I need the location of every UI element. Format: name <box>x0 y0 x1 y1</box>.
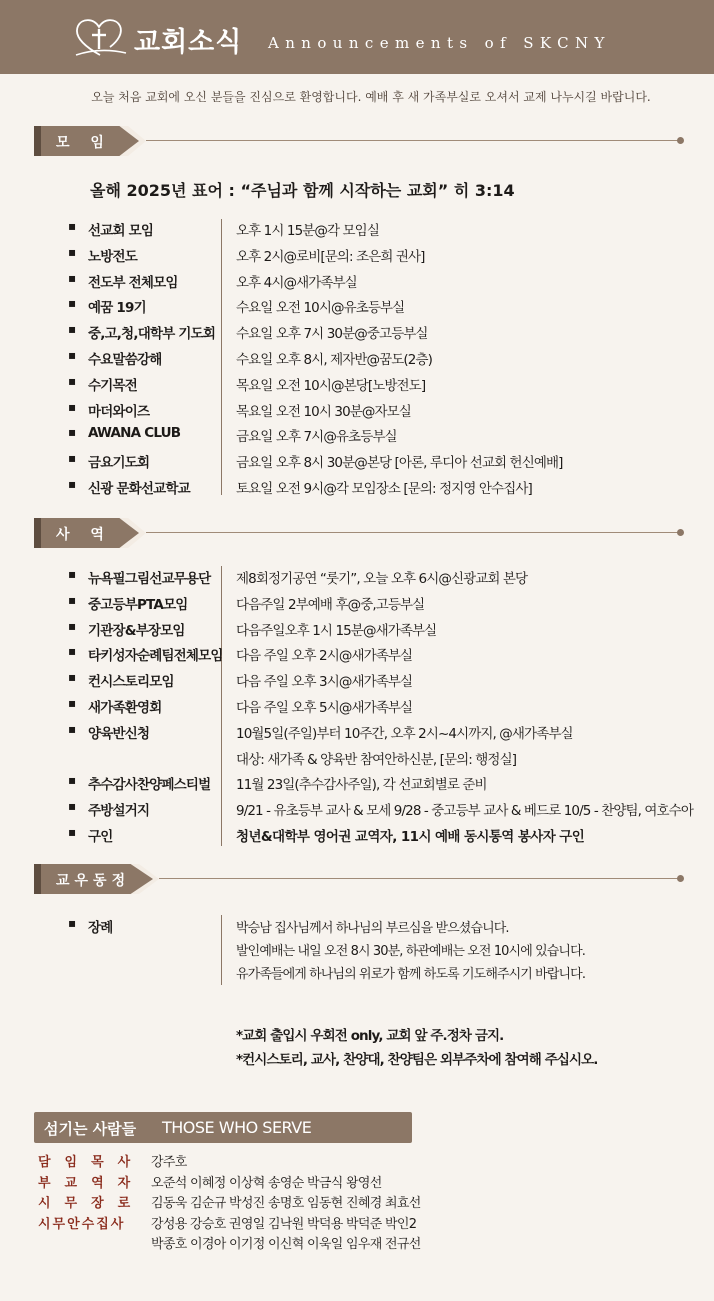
condolence-text <box>0 917 714 986</box>
staff-row <box>0 1172 714 1193</box>
item-name: 선교회 모임 <box>88 223 154 239</box>
staff-names: 박종호 이경아 이기정 이신혁 이욱일 임우재 전규선 <box>151 1237 421 1252</box>
item-detail: 11월 23일(추수감사주일), 각 선교회별로 준비 <box>236 777 487 794</box>
bullet: ▪ <box>68 219 77 233</box>
item-name: 컨시스토리모임 <box>88 674 174 691</box>
list-item <box>0 425 714 451</box>
staff-row <box>0 1213 714 1234</box>
bullet: ▪ <box>68 244 77 259</box>
bullet: ▪ <box>68 399 77 414</box>
item-detail: 수요일 오후 8시, 제자반@꿈도(2층) <box>236 351 432 368</box>
item-detail: 다음주일 2부예배 후@중,고등부실 <box>236 596 425 613</box>
item-detail: 청년&대학부 영어권 교역자, 11시 예배 동시통역 봉사자 구인 <box>236 828 585 845</box>
section-title: 교우동정 <box>56 873 131 889</box>
condolence-line: 발인예배는 내일 오전 8시 30분, 하관예배는 오전 10시에 있습니다. <box>236 944 585 959</box>
section-header-ministry <box>34 518 684 548</box>
staff-row <box>0 1192 714 1213</box>
welcome-message: 오늘 처음 교회에 오신 분들을 진심으로 환영합니다. 예배 후 새 가족부실로 오셔서 교제 나누시길 바랍니다. <box>91 90 651 104</box>
item-name: 노방전도 <box>88 248 137 265</box>
section-header-condolence <box>34 864 684 894</box>
item-name: 수요말씀강해 <box>88 351 162 368</box>
divider-dot <box>677 529 684 536</box>
header-subtitle: Announcements of SKCNY <box>268 34 611 52</box>
item-name: AWANA CLUB <box>88 425 181 442</box>
item-detail: 다음주일오후 1시 15분@새가족부실 <box>236 622 437 639</box>
bullet: ▪ <box>68 451 77 466</box>
divider-dot <box>677 137 684 144</box>
bullet: ▪ <box>68 567 77 581</box>
item-name: 기관장&부장모임 <box>88 622 185 639</box>
bullet: ▪ <box>68 644 77 659</box>
item-name: 신광 문화선교학교 <box>88 480 190 497</box>
bullet: ▪ <box>68 476 77 491</box>
item-name: 마더와이즈 <box>88 403 150 420</box>
item-name: 장례 <box>88 920 113 936</box>
list-item <box>0 400 714 426</box>
list-item <box>0 374 714 400</box>
divider <box>146 532 680 533</box>
item-detail: 목요일 오전 10시 30분@자모실 <box>236 403 411 420</box>
staff-list <box>0 1151 714 1254</box>
list-item <box>0 644 714 670</box>
header-banner <box>0 0 714 74</box>
item-name: 타키성자순례팀전체모임 <box>88 648 223 665</box>
serve-title-en: THOSE WHO SERVE <box>162 1118 312 1137</box>
heart-cross-icon <box>72 15 128 61</box>
staff-title: 담임목사 <box>38 1155 145 1170</box>
item-detail: 다음 주일 오후 3시@새가족부실 <box>236 674 413 691</box>
list-item <box>0 567 714 593</box>
item-name: 새가족환영회 <box>88 699 162 716</box>
section-header-meeting <box>34 126 684 156</box>
item-detail: 토요일 오전 9시@각 모임장소 [문의: 정지영 안수집사] <box>236 480 532 497</box>
bullet: ▪ <box>68 721 77 736</box>
bullet: ▪ <box>68 695 77 710</box>
item-name: 중,고,청,대학부 기도회 <box>88 326 216 343</box>
condolence-line: 유가족들에게 하나님의 위로가 함께 하도록 기도해주시기 바랍니다. <box>236 967 586 982</box>
staff-names: 강주호 <box>151 1155 187 1170</box>
list-item <box>0 348 714 374</box>
item-name: 주방설거지 <box>88 803 150 820</box>
bullet: ▪ <box>68 270 77 285</box>
list-item <box>0 619 714 645</box>
meeting-list <box>0 219 714 503</box>
bullet: ▪ <box>68 347 77 362</box>
list-item <box>0 773 714 799</box>
divider <box>159 878 680 879</box>
bullet: ▪ <box>68 322 77 337</box>
staff-row <box>0 1233 714 1254</box>
staff-row <box>0 1151 714 1172</box>
list-item <box>0 271 714 297</box>
item-name: 뉴욕필그림선교무용단 <box>88 571 211 587</box>
staff-names: 강성용 강승호 권영일 김낙원 박덕용 박덕준 박인2 <box>151 1216 417 1232</box>
staff-names: 오준석 이혜정 이상혁 송영순 박금식 왕영선 <box>151 1175 382 1191</box>
bullet: ▪ <box>68 373 77 388</box>
item-name: 양육반신청 <box>88 725 150 742</box>
item-detail: 다음 주일 오후 5시@새가족부실 <box>236 699 413 716</box>
item-detail: 다음 주일 오후 2시@새가족부실 <box>236 648 413 665</box>
condolence-line: 박승남 집사님께서 하나님의 부르심을 받으셨습니다. <box>236 921 509 936</box>
yearly-motto: 올해 2025년 표어 : “주님과 함께 시작하는 교회” 히 3:14 <box>90 181 515 200</box>
list-item <box>0 322 714 348</box>
list-item <box>0 219 714 245</box>
note: *컨시스토리, 교사, 찬양대, 찬양팀은 외부주차에 참여해 주십시오. <box>236 1052 598 1068</box>
list-item <box>0 696 714 722</box>
item-detail: 오후 4시@새가족부실 <box>236 274 357 291</box>
staff-title: 시무안수집사 <box>38 1216 126 1232</box>
item-detail: 제8회정기공연 “룻기”, 오늘 오후 6시@신광교회 본당 <box>236 571 528 587</box>
serve-title-ko: 섬기는 사람들 <box>44 1120 137 1138</box>
item-name: 구인 <box>88 828 113 845</box>
list-item <box>0 825 714 851</box>
item-detail: 10월5일(주일)부터 10주간, 오후 2시~4시까지, @새가족부실 <box>236 725 573 742</box>
note: *교회 출입시 우회전 only, 교회 앞 주.정차 금지. <box>236 1028 504 1044</box>
item-name: 추수감사찬양페스티벌 <box>88 777 211 794</box>
staff-names: 김동욱 김순규 박성진 송명호 임동현 진혜경 최효선 <box>151 1196 421 1211</box>
item-name: 중고등부PTA모임 <box>88 596 188 613</box>
ministry-list <box>0 567 714 851</box>
list-item <box>0 477 714 503</box>
divider-dot <box>677 875 684 882</box>
list-item <box>0 670 714 696</box>
staff-title: 부교역자 <box>38 1175 145 1191</box>
list-item <box>0 748 714 774</box>
bullet: ▪ <box>68 799 77 814</box>
bullet: ▪ <box>68 296 77 311</box>
list-item <box>0 722 714 748</box>
item-detail: 오후 2시@로비[문의: 조은희 권사] <box>236 248 425 265</box>
list-item <box>0 451 714 477</box>
bullet: ▪ <box>68 916 77 930</box>
list-item <box>0 245 714 271</box>
bullet: ▪ <box>68 670 77 685</box>
section-title: 사 역 <box>56 527 112 543</box>
item-detail: 목요일 오전 10시@본당[노방전도] <box>236 377 426 394</box>
list-item <box>0 593 714 619</box>
item-detail: 금요일 오후 7시@유초등부실 <box>236 429 397 446</box>
item-name: 예꿈 19기 <box>88 300 146 317</box>
item-detail: 수요일 오후 7시 30분@중고등부실 <box>236 326 428 343</box>
item-detail: 대상: 새가족 & 양육반 참여안하신분, [문의: 행정실] <box>236 751 517 768</box>
parking-notes <box>236 1024 598 1072</box>
bullet: ▪ <box>68 824 77 839</box>
bullet: ▪ <box>68 592 77 607</box>
divider <box>146 140 680 141</box>
list-item <box>0 799 714 825</box>
serve-header <box>34 1112 412 1143</box>
bullet: ▪ <box>68 773 77 788</box>
item-detail: 수요일 오전 10시@유초등부실 <box>236 300 405 317</box>
section-title: 모 임 <box>56 135 112 151</box>
item-detail: 금요일 오후 8시 30분@본당 [아론, 루디아 선교회 헌신예배] <box>236 455 563 472</box>
item-detail: 오후 1시 15분@각 모임실 <box>236 223 379 239</box>
staff-title: 시무장로 <box>38 1196 145 1211</box>
list-item <box>0 296 714 322</box>
bullet: ▪ <box>68 425 77 440</box>
header-title: 교회소식 <box>134 27 243 58</box>
item-name: 전도부 전체모임 <box>88 274 178 291</box>
item-name: 금요기도회 <box>88 455 150 472</box>
bullet: ▪ <box>68 618 77 633</box>
item-name: 수기목전 <box>88 377 137 394</box>
item-detail: 9/21 - 유초등부 교사 & 모세 9/28 - 중고등부 교사 & 베드로 10/5 - 찬양팀, 여호수아 <box>236 803 693 820</box>
